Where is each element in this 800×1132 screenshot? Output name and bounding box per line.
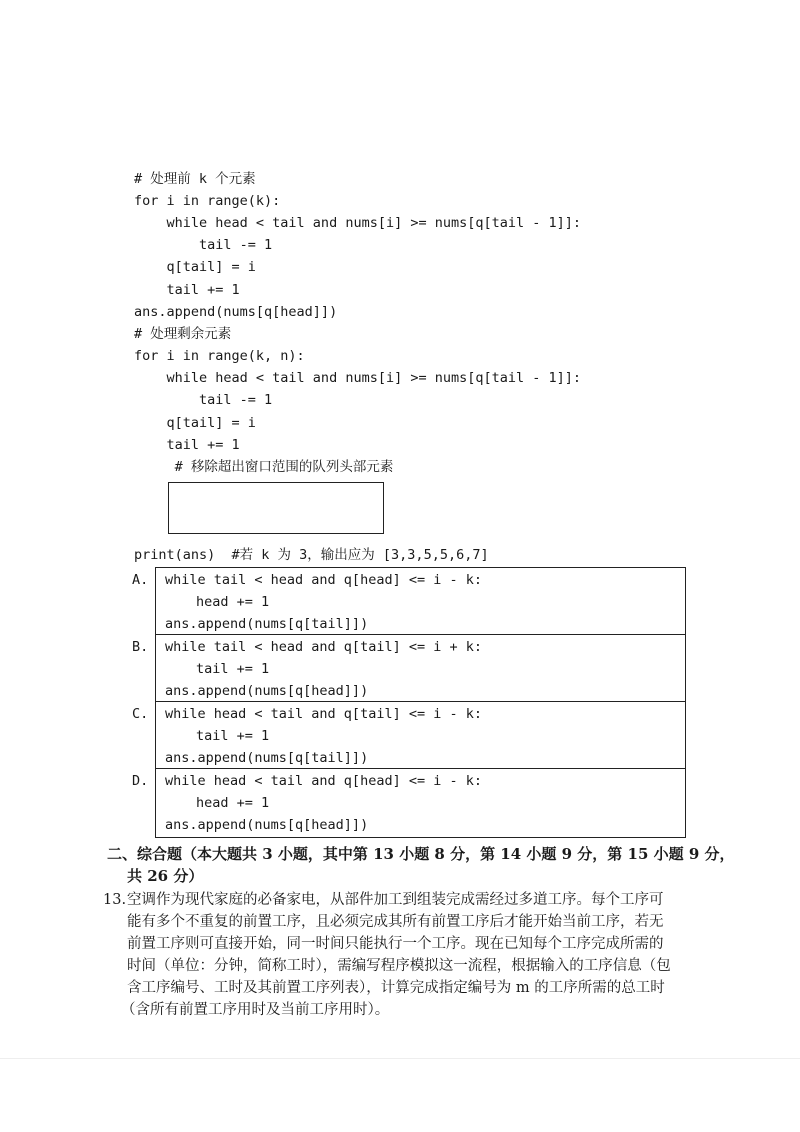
code-line: while head < tail and nums[i] >= nums[q[tail - 1]]: — [134, 215, 582, 231]
option-code-line: ans.append(nums[q[tail]]) — [165, 750, 369, 766]
option-code-line: while head < tail and q[tail] <= i - k: — [165, 706, 482, 722]
options-table — [132, 567, 686, 838]
answer-blank-box — [168, 482, 384, 534]
option-code-line: tail += 1 — [196, 728, 270, 744]
option-code-line: ans.append(nums[q[head]]) — [165, 683, 369, 699]
option-c — [132, 702, 685, 769]
code-line: while head < tail and nums[i] >= nums[q[tail - 1]]: — [134, 370, 582, 386]
print-line: print(ans) #若 k 为 3，输出应为 [3,3,5,5,6,7] — [134, 547, 489, 563]
code-line: # 移除超出窗口范围的队列头部元素 — [134, 459, 394, 475]
code-line: q[tail] = i — [134, 259, 256, 275]
option-code-line: while tail < head and q[tail] <= i + k: — [165, 639, 482, 655]
question-number: 13. — [103, 892, 127, 908]
code-line: tail += 1 — [134, 437, 240, 453]
question-line: 空调作为现代家庭的必备家电，从部件加工到组装完成需经过多道工序。每个工序可 — [127, 892, 664, 908]
option-code-line: ans.append(nums[q[tail]]) — [165, 616, 369, 632]
code-line: tail -= 1 — [134, 237, 273, 253]
question-line: 时间（单位：分钟，简称工时），需编写程序模拟这一流程，根据输入的工序信息（包 — [127, 958, 671, 974]
code-line: tail += 1 — [134, 282, 240, 298]
code-line: # 处理剩余元素 — [134, 326, 232, 342]
question-text — [121, 889, 697, 1021]
question-line: 能有多个不重复的前置工序，且必须完成其所有前置工序后才能开始当前工序，若无 — [127, 914, 664, 930]
option-label: B. — [132, 639, 149, 655]
option-d — [132, 769, 685, 837]
page-bottom-rule — [0, 1058, 800, 1059]
question-line: 前置工序则可直接开始，同一时间只能执行一个工序。现在已知每个工序完成所需的 — [127, 936, 664, 952]
code-line: tail -= 1 — [134, 392, 273, 408]
option-code-line: tail += 1 — [196, 661, 270, 677]
option-code-line: while tail < head and q[head] <= i - k: — [165, 572, 482, 588]
section-heading: 共 26 分） — [127, 867, 204, 885]
code-line: for i in range(k, n): — [134, 348, 305, 364]
section-heading: 二、综合题（本大题共 3 小题，其中第 13 小题 8 分，第 14 小题 9 分，第 15 小题 9 分， — [107, 845, 735, 863]
code-line: ans.append(nums[q[head]]) — [134, 304, 338, 320]
option-a — [132, 568, 685, 635]
option-b — [132, 635, 685, 702]
option-label: D. — [132, 773, 149, 789]
code-line: # 处理前 k 个元素 — [134, 171, 256, 187]
option-code-line: while head < tail and q[head] <= i - k: — [165, 773, 482, 789]
option-label: A. — [132, 572, 149, 588]
option-code-line: head += 1 — [196, 795, 270, 811]
question-line: 含工序编号、工时及其前置工序列表），计算完成指定编号为 m 的工序所需的总工时 — [127, 980, 665, 996]
option-code-line: ans.append(nums[q[head]]) — [165, 817, 369, 833]
code-line: for i in range(k): — [134, 193, 281, 209]
code-line: q[tail] = i — [134, 415, 256, 431]
question-line: （含所有前置工序用时及当前工序用时）。 — [121, 1002, 390, 1018]
option-code-line: head += 1 — [196, 594, 270, 610]
option-label: C. — [132, 706, 149, 722]
